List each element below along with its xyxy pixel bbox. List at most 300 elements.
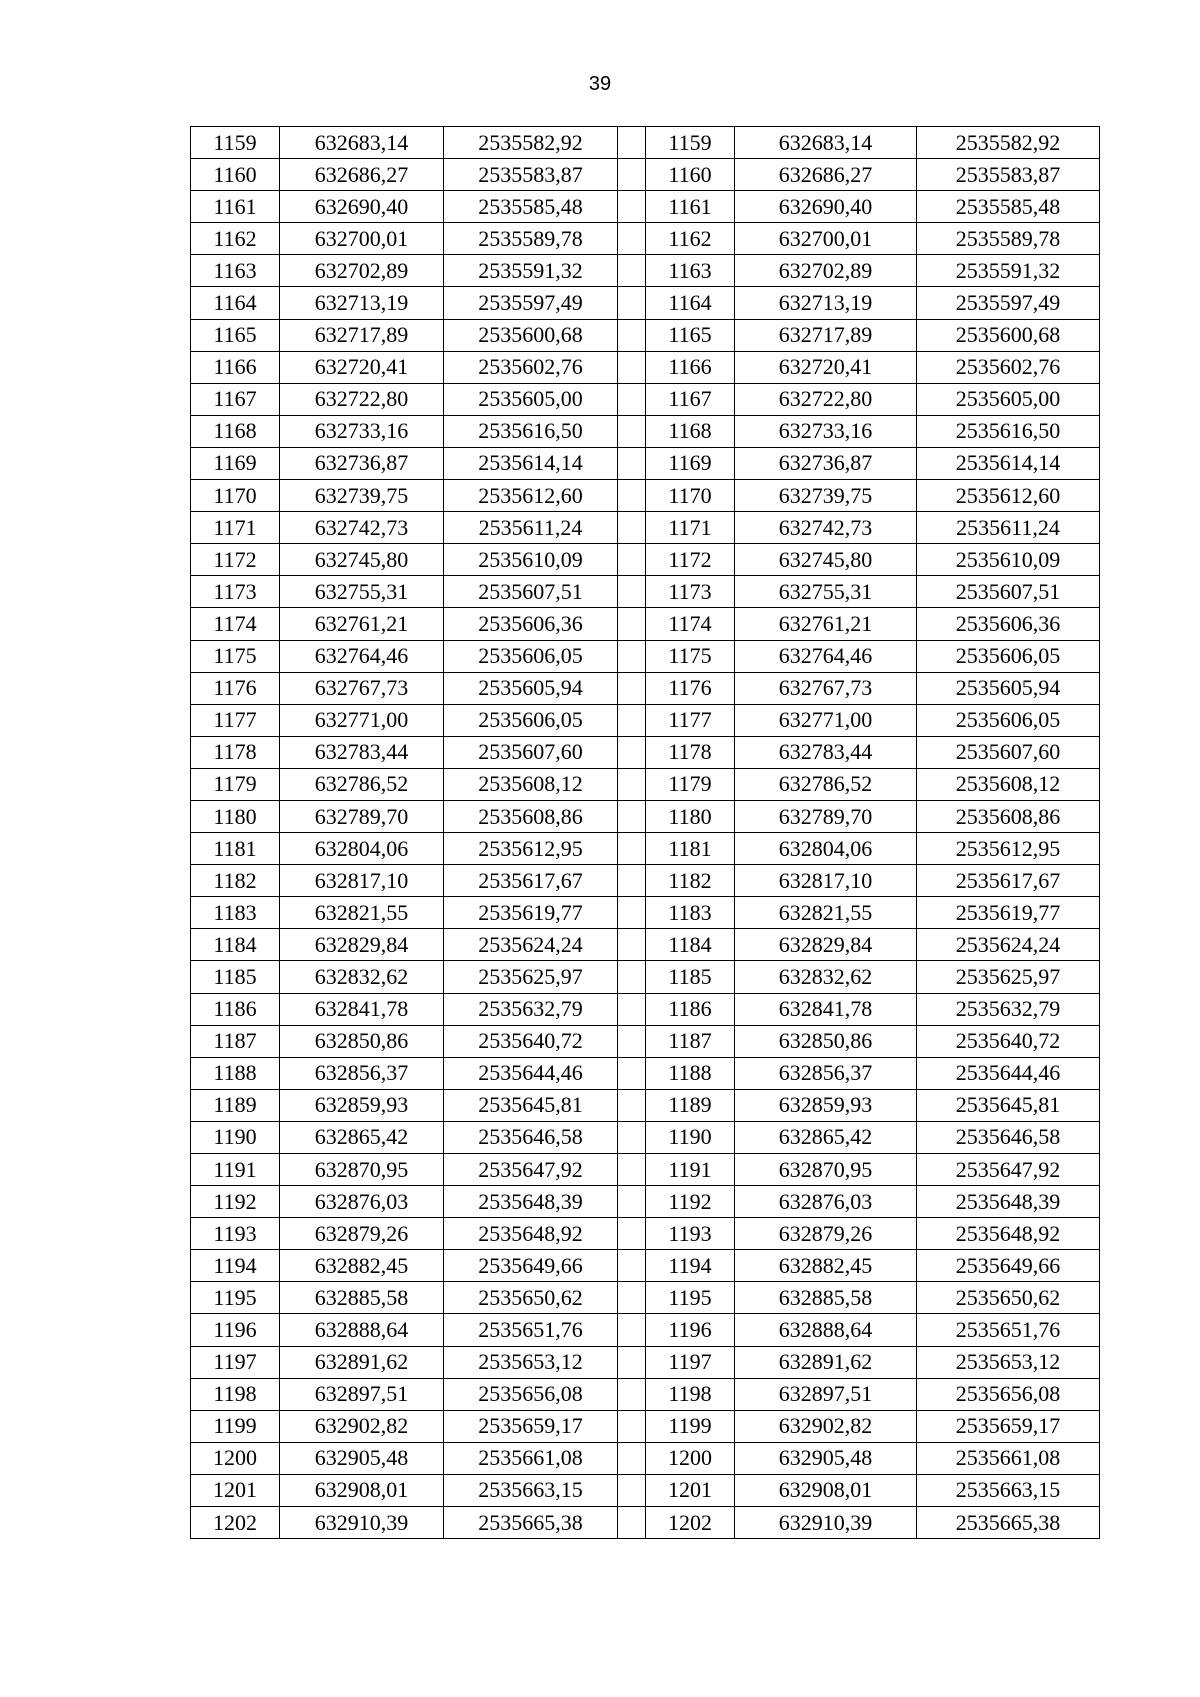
left-y-coordinate-cell: 2535608,86 bbox=[444, 800, 618, 832]
left-point-number-cell: 1169 bbox=[191, 447, 280, 479]
left-x-coordinate-cell: 632870,95 bbox=[280, 1154, 444, 1186]
table-row bbox=[191, 865, 1100, 897]
left-point-number-cell: 1174 bbox=[191, 608, 280, 640]
right-point-number-cell: 1164 bbox=[646, 287, 735, 319]
left-point-number-cell: 1188 bbox=[191, 1057, 280, 1089]
left-point-number-cell: 1201 bbox=[191, 1474, 280, 1506]
left-x-coordinate-cell: 632876,03 bbox=[280, 1186, 444, 1218]
left-y-coordinate-cell: 2535653,12 bbox=[444, 1346, 618, 1378]
left-x-coordinate-cell: 632910,39 bbox=[280, 1507, 444, 1539]
right-y-coordinate-cell: 2535605,94 bbox=[917, 672, 1100, 704]
left-x-coordinate-cell: 632700,01 bbox=[280, 223, 444, 255]
separator-cell bbox=[618, 1057, 646, 1089]
left-y-coordinate-cell: 2535607,51 bbox=[444, 576, 618, 608]
left-y-coordinate-cell: 2535648,92 bbox=[444, 1218, 618, 1250]
left-x-coordinate-cell: 632713,19 bbox=[280, 287, 444, 319]
left-y-coordinate-cell: 2535619,77 bbox=[444, 897, 618, 929]
left-y-coordinate-cell: 2535606,05 bbox=[444, 640, 618, 672]
right-x-coordinate-cell: 632755,31 bbox=[735, 576, 917, 608]
right-x-coordinate-cell: 632713,19 bbox=[735, 287, 917, 319]
right-y-coordinate-cell: 2535606,05 bbox=[917, 640, 1100, 672]
left-point-number-cell: 1190 bbox=[191, 1121, 280, 1153]
right-x-coordinate-cell: 632771,00 bbox=[735, 704, 917, 736]
right-point-number-cell: 1180 bbox=[646, 800, 735, 832]
left-x-coordinate-cell: 632829,84 bbox=[280, 929, 444, 961]
left-y-coordinate-cell: 2535610,09 bbox=[444, 544, 618, 576]
left-point-number-cell: 1202 bbox=[191, 1507, 280, 1539]
left-y-coordinate-cell: 2535656,08 bbox=[444, 1378, 618, 1410]
right-point-number-cell: 1191 bbox=[646, 1154, 735, 1186]
right-x-coordinate-cell: 632722,80 bbox=[735, 383, 917, 415]
table-row bbox=[191, 1250, 1100, 1282]
right-point-number-cell: 1171 bbox=[646, 512, 735, 544]
right-y-coordinate-cell: 2535661,08 bbox=[917, 1442, 1100, 1474]
right-x-coordinate-cell: 632870,95 bbox=[735, 1154, 917, 1186]
right-y-coordinate-cell: 2535645,81 bbox=[917, 1089, 1100, 1121]
table-row bbox=[191, 1474, 1100, 1506]
separator-cell bbox=[618, 833, 646, 865]
left-y-coordinate-cell: 2535612,95 bbox=[444, 833, 618, 865]
right-point-number-cell: 1173 bbox=[646, 576, 735, 608]
left-x-coordinate-cell: 632908,01 bbox=[280, 1474, 444, 1506]
right-y-coordinate-cell: 2535649,66 bbox=[917, 1250, 1100, 1282]
left-y-coordinate-cell: 2535583,87 bbox=[444, 159, 618, 191]
separator-cell bbox=[618, 1474, 646, 1506]
separator-cell bbox=[618, 768, 646, 800]
right-point-number-cell: 1185 bbox=[646, 961, 735, 993]
left-point-number-cell: 1163 bbox=[191, 255, 280, 287]
left-x-coordinate-cell: 632891,62 bbox=[280, 1346, 444, 1378]
right-y-coordinate-cell: 2535665,38 bbox=[917, 1507, 1100, 1539]
separator-cell bbox=[618, 351, 646, 383]
left-x-coordinate-cell: 632885,58 bbox=[280, 1282, 444, 1314]
separator-cell bbox=[618, 383, 646, 415]
right-x-coordinate-cell: 632859,93 bbox=[735, 1089, 917, 1121]
right-point-number-cell: 1186 bbox=[646, 993, 735, 1025]
right-point-number-cell: 1159 bbox=[646, 127, 735, 159]
table-row bbox=[191, 929, 1100, 961]
left-point-number-cell: 1182 bbox=[191, 865, 280, 897]
separator-cell bbox=[618, 191, 646, 223]
table-row bbox=[191, 512, 1100, 544]
table-row bbox=[191, 1218, 1100, 1250]
left-y-coordinate-cell: 2535659,17 bbox=[444, 1410, 618, 1442]
left-y-coordinate-cell: 2535625,97 bbox=[444, 961, 618, 993]
table-row bbox=[191, 1314, 1100, 1346]
right-point-number-cell: 1165 bbox=[646, 319, 735, 351]
right-x-coordinate-cell: 632817,10 bbox=[735, 865, 917, 897]
right-point-number-cell: 1202 bbox=[646, 1507, 735, 1539]
table-row bbox=[191, 447, 1100, 479]
right-y-coordinate-cell: 2535608,12 bbox=[917, 768, 1100, 800]
left-y-coordinate-cell: 2535589,78 bbox=[444, 223, 618, 255]
right-point-number-cell: 1200 bbox=[646, 1442, 735, 1474]
table-row bbox=[191, 1121, 1100, 1153]
right-y-coordinate-cell: 2535614,14 bbox=[917, 447, 1100, 479]
left-x-coordinate-cell: 632882,45 bbox=[280, 1250, 444, 1282]
table-row bbox=[191, 1057, 1100, 1089]
left-y-coordinate-cell: 2535644,46 bbox=[444, 1057, 618, 1089]
table-row bbox=[191, 1089, 1100, 1121]
right-y-coordinate-cell: 2535612,60 bbox=[917, 480, 1100, 512]
right-x-coordinate-cell: 632885,58 bbox=[735, 1282, 917, 1314]
right-x-coordinate-cell: 632891,62 bbox=[735, 1346, 917, 1378]
right-x-coordinate-cell: 632736,87 bbox=[735, 447, 917, 479]
table-row bbox=[191, 1025, 1100, 1057]
left-y-coordinate-cell: 2535585,48 bbox=[444, 191, 618, 223]
right-point-number-cell: 1182 bbox=[646, 865, 735, 897]
table-row bbox=[191, 1378, 1100, 1410]
left-x-coordinate-cell: 632786,52 bbox=[280, 768, 444, 800]
right-point-number-cell: 1167 bbox=[646, 383, 735, 415]
left-x-coordinate-cell: 632856,37 bbox=[280, 1057, 444, 1089]
left-point-number-cell: 1177 bbox=[191, 704, 280, 736]
left-point-number-cell: 1198 bbox=[191, 1378, 280, 1410]
left-x-coordinate-cell: 632739,75 bbox=[280, 480, 444, 512]
separator-cell bbox=[618, 1314, 646, 1346]
left-point-number-cell: 1189 bbox=[191, 1089, 280, 1121]
right-y-coordinate-cell: 2535597,49 bbox=[917, 287, 1100, 319]
left-x-coordinate-cell: 632783,44 bbox=[280, 736, 444, 768]
table-row bbox=[191, 191, 1100, 223]
coordinates-table bbox=[190, 126, 1100, 1539]
right-y-coordinate-cell: 2535640,72 bbox=[917, 1025, 1100, 1057]
left-y-coordinate-cell: 2535617,67 bbox=[444, 865, 618, 897]
left-point-number-cell: 1178 bbox=[191, 736, 280, 768]
left-y-coordinate-cell: 2535645,81 bbox=[444, 1089, 618, 1121]
right-y-coordinate-cell: 2535607,60 bbox=[917, 736, 1100, 768]
left-y-coordinate-cell: 2535640,72 bbox=[444, 1025, 618, 1057]
left-x-coordinate-cell: 632722,80 bbox=[280, 383, 444, 415]
right-point-number-cell: 1176 bbox=[646, 672, 735, 704]
table-row bbox=[191, 640, 1100, 672]
left-x-coordinate-cell: 632683,14 bbox=[280, 127, 444, 159]
right-point-number-cell: 1166 bbox=[646, 351, 735, 383]
table-row bbox=[191, 544, 1100, 576]
right-point-number-cell: 1199 bbox=[646, 1410, 735, 1442]
right-y-coordinate-cell: 2535659,17 bbox=[917, 1410, 1100, 1442]
table-row bbox=[191, 961, 1100, 993]
right-x-coordinate-cell: 632804,06 bbox=[735, 833, 917, 865]
left-point-number-cell: 1172 bbox=[191, 544, 280, 576]
right-y-coordinate-cell: 2535591,32 bbox=[917, 255, 1100, 287]
left-x-coordinate-cell: 632902,82 bbox=[280, 1410, 444, 1442]
left-y-coordinate-cell: 2535605,94 bbox=[444, 672, 618, 704]
table-row bbox=[191, 768, 1100, 800]
right-point-number-cell: 1175 bbox=[646, 640, 735, 672]
right-y-coordinate-cell: 2535582,92 bbox=[917, 127, 1100, 159]
left-x-coordinate-cell: 632832,62 bbox=[280, 961, 444, 993]
left-x-coordinate-cell: 632767,73 bbox=[280, 672, 444, 704]
page-number: 39 bbox=[588, 73, 612, 95]
separator-cell bbox=[618, 736, 646, 768]
right-point-number-cell: 1198 bbox=[646, 1378, 735, 1410]
table-row bbox=[191, 672, 1100, 704]
left-x-coordinate-cell: 632888,64 bbox=[280, 1314, 444, 1346]
left-point-number-cell: 1167 bbox=[191, 383, 280, 415]
left-point-number-cell: 1164 bbox=[191, 287, 280, 319]
left-y-coordinate-cell: 2535648,39 bbox=[444, 1186, 618, 1218]
right-y-coordinate-cell: 2535583,87 bbox=[917, 159, 1100, 191]
left-point-number-cell: 1193 bbox=[191, 1218, 280, 1250]
separator-cell bbox=[618, 512, 646, 544]
right-y-coordinate-cell: 2535606,05 bbox=[917, 704, 1100, 736]
left-point-number-cell: 1196 bbox=[191, 1314, 280, 1346]
left-y-coordinate-cell: 2535606,36 bbox=[444, 608, 618, 640]
table-row bbox=[191, 351, 1100, 383]
left-x-coordinate-cell: 632771,00 bbox=[280, 704, 444, 736]
right-x-coordinate-cell: 632879,26 bbox=[735, 1218, 917, 1250]
right-y-coordinate-cell: 2535605,00 bbox=[917, 383, 1100, 415]
right-point-number-cell: 1201 bbox=[646, 1474, 735, 1506]
right-point-number-cell: 1181 bbox=[646, 833, 735, 865]
right-x-coordinate-cell: 632789,70 bbox=[735, 800, 917, 832]
left-point-number-cell: 1194 bbox=[191, 1250, 280, 1282]
right-y-coordinate-cell: 2535600,68 bbox=[917, 319, 1100, 351]
right-y-coordinate-cell: 2535624,24 bbox=[917, 929, 1100, 961]
left-point-number-cell: 1162 bbox=[191, 223, 280, 255]
right-x-coordinate-cell: 632821,55 bbox=[735, 897, 917, 929]
table-row bbox=[191, 1507, 1100, 1539]
left-x-coordinate-cell: 632879,26 bbox=[280, 1218, 444, 1250]
table-row bbox=[191, 1410, 1100, 1442]
separator-cell bbox=[618, 1089, 646, 1121]
left-y-coordinate-cell: 2535663,15 bbox=[444, 1474, 618, 1506]
left-point-number-cell: 1192 bbox=[191, 1186, 280, 1218]
left-y-coordinate-cell: 2535661,08 bbox=[444, 1442, 618, 1474]
separator-cell bbox=[618, 800, 646, 832]
table-row bbox=[191, 833, 1100, 865]
table-row bbox=[191, 608, 1100, 640]
separator-cell bbox=[618, 287, 646, 319]
separator-cell bbox=[618, 640, 646, 672]
left-y-coordinate-cell: 2535632,79 bbox=[444, 993, 618, 1025]
left-point-number-cell: 1168 bbox=[191, 415, 280, 447]
right-point-number-cell: 1169 bbox=[646, 447, 735, 479]
table-row bbox=[191, 736, 1100, 768]
table-row bbox=[191, 1442, 1100, 1474]
left-point-number-cell: 1186 bbox=[191, 993, 280, 1025]
separator-cell bbox=[618, 1282, 646, 1314]
right-y-coordinate-cell: 2535625,97 bbox=[917, 961, 1100, 993]
separator-cell bbox=[618, 1025, 646, 1057]
left-x-coordinate-cell: 632755,31 bbox=[280, 576, 444, 608]
left-point-number-cell: 1171 bbox=[191, 512, 280, 544]
right-x-coordinate-cell: 632832,62 bbox=[735, 961, 917, 993]
left-x-coordinate-cell: 632905,48 bbox=[280, 1442, 444, 1474]
left-y-coordinate-cell: 2535614,14 bbox=[444, 447, 618, 479]
table-row bbox=[191, 287, 1100, 319]
left-y-coordinate-cell: 2535612,60 bbox=[444, 480, 618, 512]
right-point-number-cell: 1160 bbox=[646, 159, 735, 191]
left-point-number-cell: 1159 bbox=[191, 127, 280, 159]
table-row bbox=[191, 1154, 1100, 1186]
right-y-coordinate-cell: 2535653,12 bbox=[917, 1346, 1100, 1378]
right-y-coordinate-cell: 2535608,86 bbox=[917, 800, 1100, 832]
right-point-number-cell: 1174 bbox=[646, 608, 735, 640]
left-point-number-cell: 1197 bbox=[191, 1346, 280, 1378]
left-x-coordinate-cell: 632702,89 bbox=[280, 255, 444, 287]
left-y-coordinate-cell: 2535651,76 bbox=[444, 1314, 618, 1346]
right-y-coordinate-cell: 2535606,36 bbox=[917, 608, 1100, 640]
left-point-number-cell: 1184 bbox=[191, 929, 280, 961]
right-x-coordinate-cell: 632742,73 bbox=[735, 512, 917, 544]
left-point-number-cell: 1173 bbox=[191, 576, 280, 608]
right-y-coordinate-cell: 2535610,09 bbox=[917, 544, 1100, 576]
separator-cell bbox=[618, 576, 646, 608]
right-x-coordinate-cell: 632764,46 bbox=[735, 640, 917, 672]
left-x-coordinate-cell: 632821,55 bbox=[280, 897, 444, 929]
right-x-coordinate-cell: 632767,73 bbox=[735, 672, 917, 704]
right-x-coordinate-cell: 632829,84 bbox=[735, 929, 917, 961]
right-point-number-cell: 1187 bbox=[646, 1025, 735, 1057]
right-x-coordinate-cell: 632783,44 bbox=[735, 736, 917, 768]
right-point-number-cell: 1163 bbox=[646, 255, 735, 287]
separator-cell bbox=[618, 1154, 646, 1186]
left-x-coordinate-cell: 632733,16 bbox=[280, 415, 444, 447]
coordinates-table-body bbox=[191, 127, 1100, 1539]
right-point-number-cell: 1178 bbox=[646, 736, 735, 768]
table-row bbox=[191, 480, 1100, 512]
right-x-coordinate-cell: 632690,40 bbox=[735, 191, 917, 223]
right-y-coordinate-cell: 2535646,58 bbox=[917, 1121, 1100, 1153]
separator-cell bbox=[618, 415, 646, 447]
right-y-coordinate-cell: 2535616,50 bbox=[917, 415, 1100, 447]
right-point-number-cell: 1161 bbox=[646, 191, 735, 223]
separator-cell bbox=[618, 704, 646, 736]
left-y-coordinate-cell: 2535606,05 bbox=[444, 704, 618, 736]
left-point-number-cell: 1195 bbox=[191, 1282, 280, 1314]
separator-cell bbox=[618, 897, 646, 929]
right-x-coordinate-cell: 632761,21 bbox=[735, 608, 917, 640]
left-point-number-cell: 1185 bbox=[191, 961, 280, 993]
right-x-coordinate-cell: 632902,82 bbox=[735, 1410, 917, 1442]
separator-cell bbox=[618, 1378, 646, 1410]
right-y-coordinate-cell: 2535611,24 bbox=[917, 512, 1100, 544]
right-y-coordinate-cell: 2535648,92 bbox=[917, 1218, 1100, 1250]
left-y-coordinate-cell: 2535582,92 bbox=[444, 127, 618, 159]
left-y-coordinate-cell: 2535649,66 bbox=[444, 1250, 618, 1282]
table-row bbox=[191, 800, 1100, 832]
table-row bbox=[191, 415, 1100, 447]
right-x-coordinate-cell: 632745,80 bbox=[735, 544, 917, 576]
separator-cell bbox=[618, 480, 646, 512]
table-row bbox=[191, 576, 1100, 608]
right-x-coordinate-cell: 632739,75 bbox=[735, 480, 917, 512]
right-point-number-cell: 1162 bbox=[646, 223, 735, 255]
left-y-coordinate-cell: 2535646,58 bbox=[444, 1121, 618, 1153]
right-x-coordinate-cell: 632888,64 bbox=[735, 1314, 917, 1346]
left-x-coordinate-cell: 632841,78 bbox=[280, 993, 444, 1025]
right-point-number-cell: 1195 bbox=[646, 1282, 735, 1314]
right-y-coordinate-cell: 2535612,95 bbox=[917, 833, 1100, 865]
separator-cell bbox=[618, 1186, 646, 1218]
right-x-coordinate-cell: 632683,14 bbox=[735, 127, 917, 159]
right-point-number-cell: 1196 bbox=[646, 1314, 735, 1346]
left-x-coordinate-cell: 632789,70 bbox=[280, 800, 444, 832]
left-point-number-cell: 1200 bbox=[191, 1442, 280, 1474]
left-y-coordinate-cell: 2535605,00 bbox=[444, 383, 618, 415]
right-y-coordinate-cell: 2535644,46 bbox=[917, 1057, 1100, 1089]
left-x-coordinate-cell: 632761,21 bbox=[280, 608, 444, 640]
separator-cell bbox=[618, 929, 646, 961]
right-x-coordinate-cell: 632876,03 bbox=[735, 1186, 917, 1218]
right-point-number-cell: 1179 bbox=[646, 768, 735, 800]
right-point-number-cell: 1183 bbox=[646, 897, 735, 929]
right-y-coordinate-cell: 2535651,76 bbox=[917, 1314, 1100, 1346]
right-x-coordinate-cell: 632882,45 bbox=[735, 1250, 917, 1282]
separator-cell bbox=[618, 1507, 646, 1539]
right-point-number-cell: 1184 bbox=[646, 929, 735, 961]
left-point-number-cell: 1161 bbox=[191, 191, 280, 223]
separator-cell bbox=[618, 159, 646, 191]
table-row bbox=[191, 1346, 1100, 1378]
left-y-coordinate-cell: 2535616,50 bbox=[444, 415, 618, 447]
right-y-coordinate-cell: 2535647,92 bbox=[917, 1154, 1100, 1186]
right-x-coordinate-cell: 632908,01 bbox=[735, 1474, 917, 1506]
left-point-number-cell: 1166 bbox=[191, 351, 280, 383]
left-x-coordinate-cell: 632736,87 bbox=[280, 447, 444, 479]
right-x-coordinate-cell: 632720,41 bbox=[735, 351, 917, 383]
separator-cell bbox=[618, 127, 646, 159]
right-point-number-cell: 1193 bbox=[646, 1218, 735, 1250]
right-point-number-cell: 1190 bbox=[646, 1121, 735, 1153]
right-y-coordinate-cell: 2535663,15 bbox=[917, 1474, 1100, 1506]
table-row bbox=[191, 993, 1100, 1025]
right-point-number-cell: 1192 bbox=[646, 1186, 735, 1218]
table-row bbox=[191, 383, 1100, 415]
right-point-number-cell: 1197 bbox=[646, 1346, 735, 1378]
right-point-number-cell: 1189 bbox=[646, 1089, 735, 1121]
right-x-coordinate-cell: 632856,37 bbox=[735, 1057, 917, 1089]
left-y-coordinate-cell: 2535608,12 bbox=[444, 768, 618, 800]
right-y-coordinate-cell: 2535602,76 bbox=[917, 351, 1100, 383]
right-x-coordinate-cell: 632910,39 bbox=[735, 1507, 917, 1539]
right-point-number-cell: 1188 bbox=[646, 1057, 735, 1089]
left-point-number-cell: 1199 bbox=[191, 1410, 280, 1442]
left-y-coordinate-cell: 2535597,49 bbox=[444, 287, 618, 319]
left-x-coordinate-cell: 632690,40 bbox=[280, 191, 444, 223]
left-x-coordinate-cell: 632720,41 bbox=[280, 351, 444, 383]
left-y-coordinate-cell: 2535624,24 bbox=[444, 929, 618, 961]
separator-cell bbox=[618, 1346, 646, 1378]
right-y-coordinate-cell: 2535585,48 bbox=[917, 191, 1100, 223]
right-y-coordinate-cell: 2535607,51 bbox=[917, 576, 1100, 608]
left-point-number-cell: 1160 bbox=[191, 159, 280, 191]
left-y-coordinate-cell: 2535650,62 bbox=[444, 1282, 618, 1314]
left-x-coordinate-cell: 632859,93 bbox=[280, 1089, 444, 1121]
left-x-coordinate-cell: 632804,06 bbox=[280, 833, 444, 865]
right-x-coordinate-cell: 632733,16 bbox=[735, 415, 917, 447]
left-point-number-cell: 1181 bbox=[191, 833, 280, 865]
separator-cell bbox=[618, 544, 646, 576]
left-point-number-cell: 1179 bbox=[191, 768, 280, 800]
left-x-coordinate-cell: 632686,27 bbox=[280, 159, 444, 191]
left-y-coordinate-cell: 2535647,92 bbox=[444, 1154, 618, 1186]
table-row bbox=[191, 127, 1100, 159]
left-point-number-cell: 1170 bbox=[191, 480, 280, 512]
right-y-coordinate-cell: 2535632,79 bbox=[917, 993, 1100, 1025]
right-point-number-cell: 1170 bbox=[646, 480, 735, 512]
left-y-coordinate-cell: 2535607,60 bbox=[444, 736, 618, 768]
table-row bbox=[191, 223, 1100, 255]
left-y-coordinate-cell: 2535602,76 bbox=[444, 351, 618, 383]
left-x-coordinate-cell: 632850,86 bbox=[280, 1025, 444, 1057]
right-x-coordinate-cell: 632841,78 bbox=[735, 993, 917, 1025]
right-y-coordinate-cell: 2535648,39 bbox=[917, 1186, 1100, 1218]
separator-cell bbox=[618, 319, 646, 351]
separator-cell bbox=[618, 865, 646, 897]
